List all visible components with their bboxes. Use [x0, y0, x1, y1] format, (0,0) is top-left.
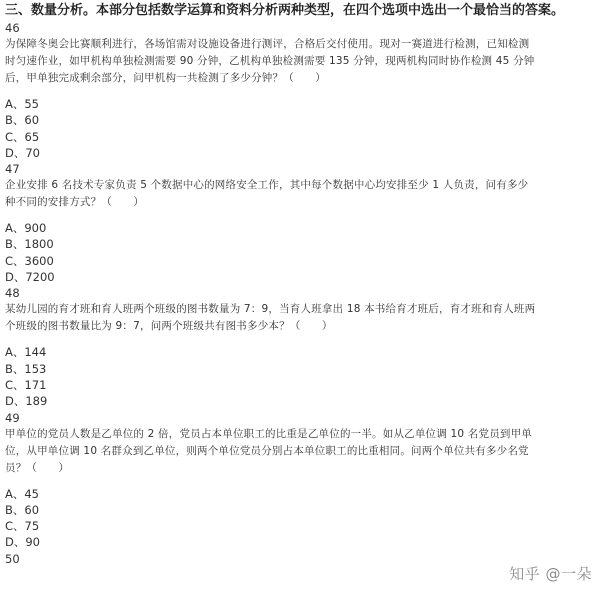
option-b: B、1800: [5, 237, 54, 252]
question-stem-line: 某幼儿园的育才班和育人班两个班级的图书数量为 7：9，当育人班拿出 18 本书给育才班后，育才班和育人班两: [5, 303, 536, 316]
question-number: 46: [5, 21, 20, 35]
question-stem-line: 后，甲单独完成剩余部分，问甲机构一共检测了多少分钟？（ ）: [5, 72, 326, 84]
question-46: [5, 20, 593, 161]
question-stem-line: 为保障冬奥会比赛顺利进行，各场馆需对设施设备进行测评，合格后交付使用。现对一赛道进行检测，已知检测: [5, 38, 530, 50]
question-stem-line: 甲单位的党员人数是乙单位的 2 倍，党员占本单位职工的比重是乙单位的一半。如从乙单位调 10 名党员到甲单: [5, 427, 532, 440]
option-d: D、7200: [5, 270, 55, 285]
question-number: 48: [5, 286, 20, 301]
question-stem-line: 位，从甲单位调 10 名群众到乙单位，则两个单位党员分别占本单位职工的比重相同。问两个单位共有多少名党: [5, 444, 529, 457]
option-d: D、70: [5, 145, 40, 160]
next-question-number: 50: [5, 551, 20, 566]
question-47: [5, 161, 593, 285]
question-number: 49: [5, 410, 20, 425]
option-a: A、900: [5, 221, 47, 236]
option-d: D、189: [5, 394, 48, 409]
option-d: D、90: [5, 535, 40, 550]
zhihu-watermark: 知乎 @一朵: [509, 565, 592, 583]
option-b: B、60: [5, 502, 40, 517]
question-document: [5, 0, 593, 567]
question-stem-line: 个班级的图书数量比为 9：7，问两个班级共有图书多少本？（ ）: [5, 320, 333, 333]
option-b: B、60: [5, 113, 40, 128]
option-a: A、45: [5, 486, 40, 501]
section-title: 三、数量分析。本部分包括数学运算和资料分析两种类型，在四个选项中选出一个最恰当的答案。: [5, 3, 565, 18]
question-48: [5, 285, 593, 409]
question-stem-line: 企业安排 6 名技术专家负责 5 个数据中心的网络安全工作，其中每个数据中心均安排至少 1 人负责，问有多少: [5, 179, 529, 192]
option-c: C、171: [5, 377, 47, 392]
option-a: A、55: [5, 97, 40, 111]
question-number: 47: [5, 162, 20, 177]
question-stem-line: 种不同的安排方式？（ ）: [5, 196, 145, 209]
question-stem-line: 时匀速作业，如甲机构单独检测需要 90 分钟，乙机构单独检测需要 135 分钟，现两机构同时协作检测 45 分钟: [5, 55, 535, 67]
option-c: C、65: [5, 129, 40, 144]
question-49: [5, 410, 593, 551]
option-c: C、75: [5, 519, 40, 534]
question-stem-line: 员？（ ）: [5, 461, 70, 474]
option-b: B、153: [5, 361, 47, 376]
option-a: A、144: [5, 345, 47, 360]
option-c: C、3600: [5, 253, 54, 268]
